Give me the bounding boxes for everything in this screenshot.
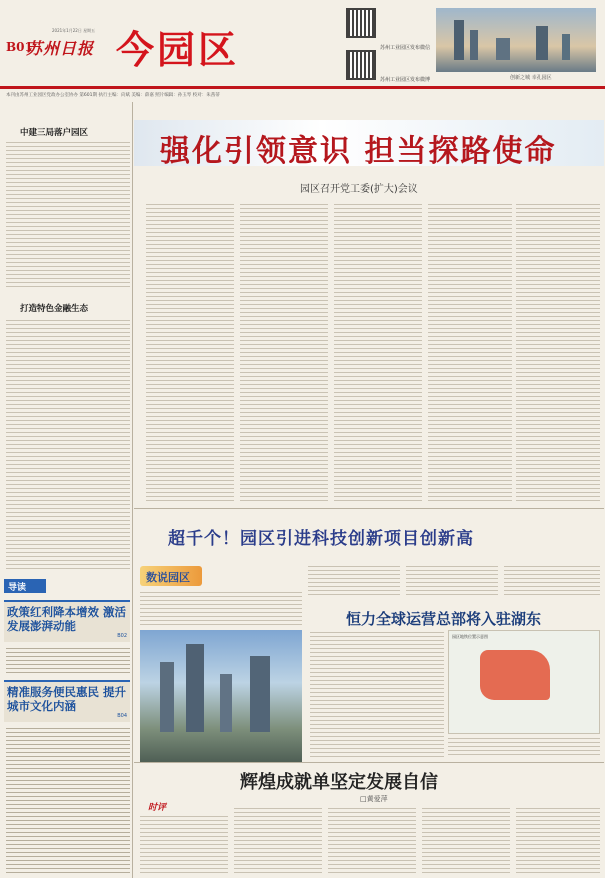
teaser-tag: 导读	[4, 579, 46, 593]
teaser-1-title: 政策红利降本增效 激活发展澎湃动能	[7, 605, 127, 633]
teaser-2[interactable]	[4, 680, 130, 722]
lead-body-col-5	[516, 204, 600, 504]
commentary-tag: 时评	[148, 803, 167, 813]
teaser-1[interactable]	[4, 600, 130, 642]
column-divider	[132, 102, 133, 878]
lead-body-col-2	[240, 204, 328, 504]
qr-code-weibo-icon[interactable]	[346, 50, 376, 80]
teaser-2-body	[6, 728, 130, 874]
lead-body-col-1	[146, 204, 234, 504]
section-title: 今园区	[116, 27, 240, 72]
qr-caption-wechat: 苏州工业园区发布微信	[380, 45, 431, 51]
teaser-1-page: B02	[117, 633, 127, 639]
news3-body-tail	[448, 738, 600, 758]
commentary-body-col-4	[422, 808, 510, 874]
masthead-rule	[0, 86, 605, 89]
left-story2-body	[6, 320, 130, 570]
commentary-body-col-2	[234, 808, 322, 874]
paper-name: 苏州日报	[26, 39, 95, 58]
news2-lede	[140, 592, 302, 626]
news3-body	[310, 632, 444, 758]
teaser-2-page: B04	[117, 713, 127, 719]
lead-headline[interactable]: 强化引领意识 担当探路使命	[160, 134, 557, 169]
left-story1-body	[6, 142, 130, 288]
commentary-author: □黄爱萍	[360, 795, 388, 803]
section-divider	[134, 508, 604, 509]
news2-body-col-2	[308, 566, 400, 598]
teaser-2-title: 精准服务便民惠民 提升城市文化内涵	[7, 685, 127, 713]
lead-body-col-3	[334, 204, 422, 504]
qr-caption-weibo: 苏州工业园区发布微博	[380, 77, 431, 83]
skyline-photo	[436, 8, 596, 72]
news3-headline[interactable]: 恒力全球运营总部将入驻湖东	[346, 610, 542, 628]
left-story2-title[interactable]: 打造特色金融生态	[20, 304, 89, 314]
lead-body-col-4	[428, 204, 512, 504]
qr-code-wechat-icon[interactable]	[346, 8, 376, 38]
news2-body-col-4	[504, 566, 600, 598]
credits-bar: 本刊由苏州工业园区党政办公室协办 第601期 执行主编：向斌 美编：薛嘉 照片编辑：孙玉琴 校对：朱茜蒂	[6, 93, 220, 98]
news3-map-zone	[480, 650, 550, 700]
masthead-date: 2021年1月22日 星期五	[52, 28, 96, 33]
edition-code: B01	[6, 40, 33, 54]
lead-subhead: 园区召开党工委(扩大)会议	[300, 184, 418, 195]
teaser-1-body	[6, 648, 130, 674]
commentary-body-col-3	[328, 808, 416, 874]
news2-tag: 数说园区	[140, 566, 202, 586]
commentary-body-col-1	[140, 816, 228, 874]
left-story1-title[interactable]: 中建三局落户园区	[20, 128, 89, 138]
commentary-body-col-5	[516, 808, 600, 874]
skyline-caption: 创新之城 幸孔园区	[510, 75, 552, 81]
news3-map-caption: 园区地铁位置示意图	[452, 634, 488, 639]
section-divider	[134, 762, 604, 763]
commentary-headline[interactable]: 辉煌成就单坚定发展自信	[240, 772, 438, 793]
news2-body-col-3	[406, 566, 498, 598]
news2-photo	[140, 630, 302, 762]
news2-headline[interactable]: 超千个！园区引进科技创新项目创新高	[168, 529, 474, 549]
